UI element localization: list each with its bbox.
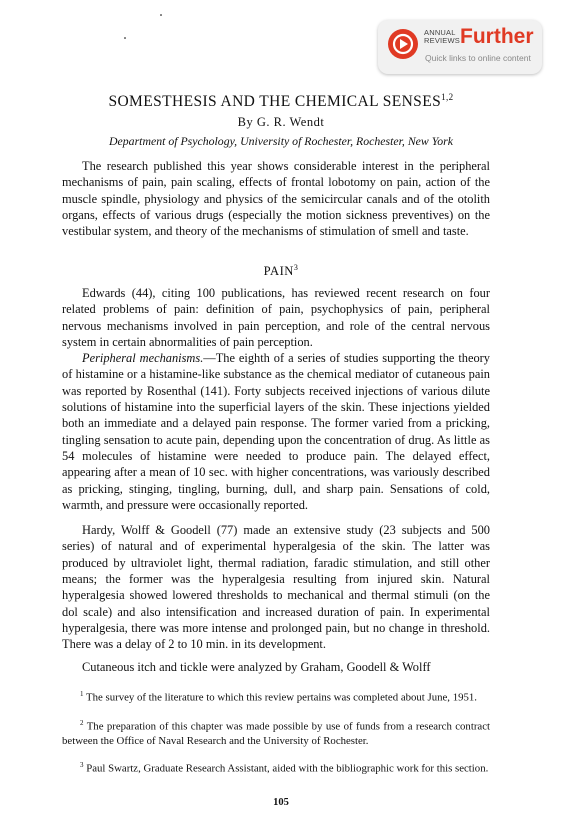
paragraph-2-body: —The eighth of a series of studies supporting the theory of histamine or a histamine-like substance as the chemical mediator of cutaneous pain was reported by Rosenthal (141). Forty subjects received injections of various dilute solutions of histamine into the superficial layers of the skin. These injections yielded both an immediate and a delayed pain response. The former varied from a pricking, tingling sensation to acute pain, depending upon the concentration of drug. As little as 54 molecules of histamine were needed to produce pain. The delayed effect, appearing after a mean of 10 sec. with higher concentrations, was variously described as pricking, stinging, tingling, burning, dull, and sharp pain. Sensations of cold, warmth, and pressure were occasionally reported. [62,351,490,513]
annual-reviews-wordmark [424,28,460,45]
footnote-text: The preparation of this chapter was made possible by use of funds from a research contract between the Office of Naval Research and the University of Rochester. [62,720,490,747]
badge-annual-text: ANNUAL [424,28,456,37]
footnote-mark: 2 [80,719,84,727]
title-footnote-marks: 1,2 [441,92,454,102]
footnote-2 [62,716,490,748]
body-paragraph-1: Edwards (44), citing 100 publications, has reviewed recent research on four related problems of pain: definition of pain, psychophysics of pain, peripheral nervous mechanisms involved in pain perception, and role of the central nervous system in certain abnormalities of pain perception. [62,286,490,350]
footnote-3 [62,758,490,776]
further-badge[interactable] [378,20,542,74]
intro-paragraph: The research published this year shows considerable interest in the peripheral mechanisms of pain, pain scaling, effects of frontal lobotomy on pain, action of the muscle spindle, physiology and physics of the semicircular canals and of the otolith organs, effects of various drugs (especially the motion sickness preventives) on the vestibular system, and theory of the mechanisms of stimulation of smell and taste. [62,159,490,239]
footnote-text: Paul Swartz, Graduate Research Assistant, aided with the bibliographic work for this section. [86,762,489,775]
footnote-mark: 1 [80,690,84,698]
affiliation: Department of Psychology, University of Rochester, Rochester, New York [109,134,453,148]
footnote-text: The survey of the literature to which this review pertains was completed about June, 1951. [86,691,477,704]
footnote-mark: 3 [80,761,84,769]
body-paragraph-4: Cutaneous itch and tickle were analyzed by Graham, Goodell & Wolff [82,660,431,674]
footnote-1 [62,687,490,705]
title-text: SOMESTHESIS AND THE CHEMICAL SENSES [108,93,442,111]
play-arrow-icon [388,29,418,59]
badge-brand: Further [460,25,534,48]
body-paragraph-2 [62,350,490,513]
body-paragraph-3: Hardy, Wolff & Goodell (77) made an extensive study (23 subjects and 500 series) of natural and of experimental hyperalgesia of the skin. The latter was produced by ultraviolet light, thermal radiation, faradic stimulation, and still other means; the former was the hyperalgesia resulting from injured skin. Natural hyperalgesia showed lowered thresholds to mechanical and thermal stimuli (on the dol scale) and also intensification and increased duration of pain. In experimental hyperalgesia, there was more intense and prolonged pain, but no change in threshold. There was a delay of 2 to 10 min. in its development. [62,523,490,652]
page-number: 105 [273,797,289,808]
section-footnote-mark: 3 [293,263,299,272]
section-heading [0,263,562,279]
badge-subtitle: Quick links to online content [425,53,531,63]
badge-reviews-text: REVIEWS [424,36,460,45]
run-in-heading: Peripheral mechanisms. [82,351,204,365]
article-title [0,92,562,111]
scan-speck [124,37,126,39]
section-heading-text: PAIN [263,264,294,279]
author-line: By G. R. Wendt [237,115,325,129]
scan-speck [160,14,162,16]
